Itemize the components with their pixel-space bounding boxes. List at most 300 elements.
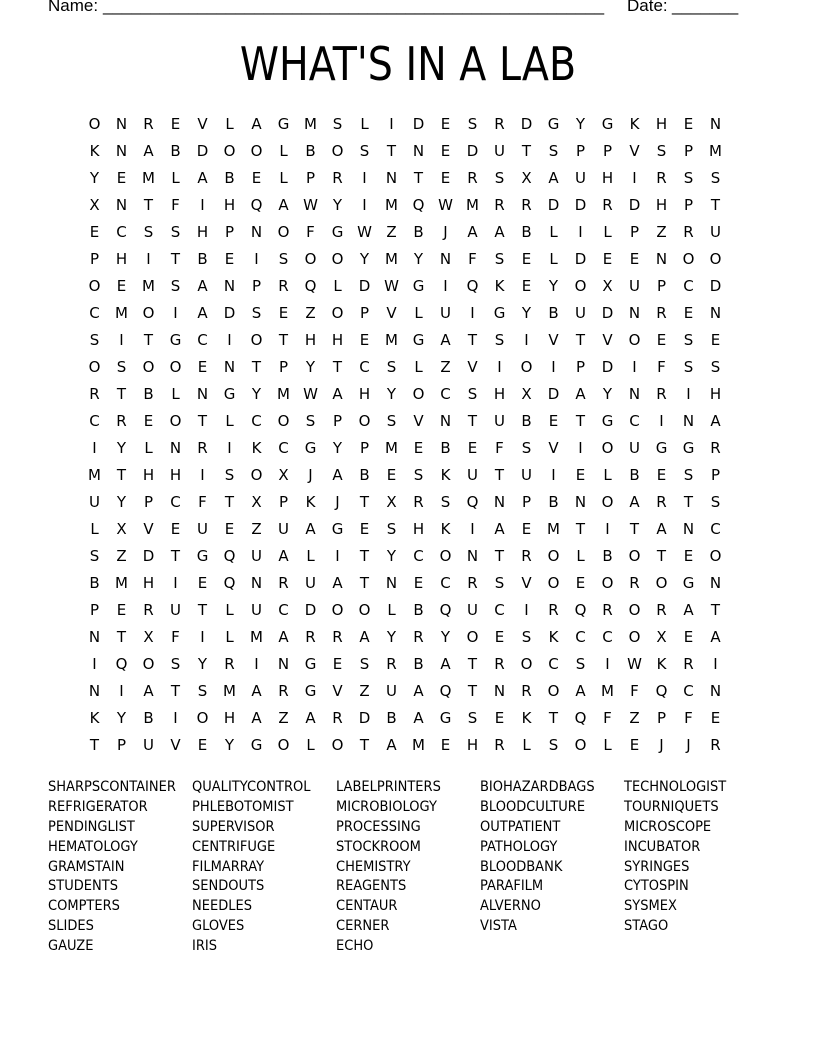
grid-cell[interactable]: L: [333, 277, 342, 295]
grid-cell[interactable]: E: [332, 655, 343, 673]
grid-cell[interactable]: W: [627, 655, 642, 673]
grid-cell[interactable]: M: [385, 196, 398, 214]
grid-cell[interactable]: X: [521, 169, 532, 187]
grid-cell[interactable]: P: [332, 412, 343, 430]
grid-cell[interactable]: T: [359, 736, 370, 754]
grid-cell[interactable]: B: [359, 466, 370, 484]
grid-cell[interactable]: O: [628, 628, 641, 646]
grid-cell[interactable]: O: [655, 574, 668, 592]
grid-cell[interactable]: X: [143, 628, 154, 646]
grid-cell[interactable]: E: [656, 466, 667, 484]
grid-cell[interactable]: U: [251, 601, 262, 619]
grid-cell[interactable]: P: [575, 142, 586, 160]
grid-cell[interactable]: P: [575, 358, 586, 376]
grid-cell[interactable]: F: [306, 223, 315, 241]
grid-cell[interactable]: V: [548, 439, 559, 457]
grid-cell[interactable]: K: [629, 115, 640, 133]
grid-cell[interactable]: E: [656, 331, 667, 349]
grid-cell[interactable]: I: [524, 601, 529, 619]
grid-cell[interactable]: O: [142, 304, 155, 322]
grid-cell[interactable]: M: [304, 115, 317, 133]
grid-cell[interactable]: L: [306, 547, 315, 565]
grid-cell[interactable]: T: [89, 736, 100, 754]
grid-cell[interactable]: A: [494, 223, 505, 241]
grid-cell[interactable]: S: [710, 169, 721, 187]
grid-cell[interactable]: O: [628, 547, 641, 565]
grid-cell[interactable]: D: [358, 709, 371, 727]
grid-cell[interactable]: R: [278, 574, 289, 592]
grid-cell[interactable]: N: [250, 574, 263, 592]
grid-cell[interactable]: X: [602, 277, 613, 295]
grid-cell[interactable]: D: [466, 142, 479, 160]
grid-cell[interactable]: T: [575, 412, 586, 430]
grid-cell[interactable]: O: [439, 547, 452, 565]
grid-cell[interactable]: E: [683, 115, 694, 133]
grid-cell[interactable]: M: [88, 466, 101, 484]
grid-cell[interactable]: N: [223, 358, 236, 376]
grid-cell[interactable]: Y: [575, 115, 586, 133]
grid-cell[interactable]: P: [89, 250, 100, 268]
grid-cell[interactable]: S: [467, 709, 478, 727]
grid-cell[interactable]: S: [305, 412, 316, 430]
grid-cell[interactable]: Y: [116, 439, 127, 457]
grid-cell[interactable]: D: [358, 277, 371, 295]
grid-cell[interactable]: I: [551, 466, 556, 484]
grid-cell[interactable]: T: [197, 601, 208, 619]
grid-cell[interactable]: F: [495, 439, 504, 457]
grid-cell[interactable]: N: [277, 655, 290, 673]
grid-cell[interactable]: A: [332, 385, 343, 403]
grid-cell[interactable]: E: [494, 709, 505, 727]
grid-cell[interactable]: S: [359, 142, 370, 160]
grid-cell[interactable]: V: [467, 358, 478, 376]
grid-cell[interactable]: H: [142, 574, 155, 592]
grid-cell[interactable]: D: [223, 304, 236, 322]
grid-cell[interactable]: P: [683, 142, 694, 160]
grid-cell[interactable]: I: [443, 277, 448, 295]
grid-cell[interactable]: S: [170, 223, 181, 241]
grid-cell[interactable]: G: [493, 304, 506, 322]
grid-cell[interactable]: V: [548, 331, 559, 349]
grid-cell[interactable]: R: [521, 682, 532, 700]
grid-cell[interactable]: K: [494, 277, 505, 295]
grid-cell[interactable]: C: [575, 628, 586, 646]
grid-cell[interactable]: U: [575, 304, 586, 322]
grid-cell[interactable]: X: [386, 493, 397, 511]
grid-cell[interactable]: O: [250, 466, 263, 484]
grid-cell[interactable]: B: [413, 601, 424, 619]
grid-cell[interactable]: O: [547, 547, 560, 565]
grid-cell[interactable]: Y: [89, 169, 100, 187]
grid-cell[interactable]: A: [467, 223, 478, 241]
grid-cell[interactable]: R: [656, 304, 667, 322]
grid-cell[interactable]: O: [304, 250, 317, 268]
grid-cell[interactable]: P: [305, 169, 316, 187]
grid-cell[interactable]: L: [306, 736, 315, 754]
grid-cell[interactable]: X: [278, 466, 289, 484]
grid-cell[interactable]: S: [116, 358, 127, 376]
grid-cell[interactable]: U: [89, 493, 100, 511]
grid-cell[interactable]: R: [467, 169, 478, 187]
grid-cell[interactable]: N: [385, 169, 398, 187]
grid-cell[interactable]: U: [494, 412, 505, 430]
grid-cell[interactable]: A: [197, 277, 208, 295]
grid-cell[interactable]: E: [494, 628, 505, 646]
grid-cell[interactable]: R: [656, 601, 667, 619]
grid-cell[interactable]: O: [331, 736, 344, 754]
grid-cell[interactable]: D: [628, 196, 641, 214]
grid-cell[interactable]: R: [656, 493, 667, 511]
grid-cell[interactable]: O: [331, 142, 344, 160]
grid-cell[interactable]: G: [304, 682, 317, 700]
grid-cell[interactable]: O: [250, 142, 263, 160]
grid-cell[interactable]: L: [549, 250, 558, 268]
grid-cell[interactable]: L: [576, 547, 585, 565]
grid-cell[interactable]: O: [169, 358, 182, 376]
grid-cell[interactable]: M: [115, 304, 128, 322]
grid-cell[interactable]: L: [225, 601, 234, 619]
grid-cell[interactable]: J: [335, 493, 340, 511]
grid-cell[interactable]: N: [709, 115, 722, 133]
grid-cell[interactable]: M: [250, 628, 263, 646]
grid-cell[interactable]: Y: [224, 736, 235, 754]
grid-cell[interactable]: E: [602, 250, 613, 268]
grid-cell[interactable]: F: [630, 682, 639, 700]
grid-cell[interactable]: G: [601, 115, 614, 133]
grid-cell[interactable]: H: [331, 331, 344, 349]
grid-cell[interactable]: O: [412, 385, 425, 403]
grid-cell[interactable]: E: [440, 169, 451, 187]
grid-cell[interactable]: L: [360, 115, 369, 133]
grid-cell[interactable]: S: [494, 169, 505, 187]
grid-cell[interactable]: X: [521, 385, 532, 403]
grid-cell[interactable]: H: [601, 169, 614, 187]
grid-cell[interactable]: G: [304, 655, 317, 673]
grid-cell[interactable]: M: [142, 277, 155, 295]
grid-cell[interactable]: T: [170, 547, 181, 565]
grid-cell[interactable]: P: [710, 466, 721, 484]
grid-cell[interactable]: T: [116, 466, 127, 484]
grid-cell[interactable]: U: [386, 682, 397, 700]
grid-cell[interactable]: C: [251, 412, 262, 430]
grid-cell[interactable]: Q: [574, 709, 587, 727]
grid-cell[interactable]: N: [466, 547, 479, 565]
grid-cell[interactable]: P: [656, 709, 667, 727]
grid-cell[interactable]: C: [602, 628, 613, 646]
grid-cell[interactable]: M: [601, 682, 614, 700]
grid-cell[interactable]: Y: [386, 547, 397, 565]
grid-cell[interactable]: O: [601, 493, 614, 511]
grid-cell[interactable]: S: [170, 277, 181, 295]
grid-cell[interactable]: T: [170, 250, 181, 268]
grid-cell[interactable]: K: [440, 520, 451, 538]
grid-cell[interactable]: S: [386, 358, 397, 376]
grid-cell[interactable]: B: [548, 304, 559, 322]
grid-cell[interactable]: R: [332, 709, 343, 727]
grid-cell[interactable]: G: [331, 223, 344, 241]
grid-cell[interactable]: S: [467, 115, 478, 133]
grid-cell[interactable]: M: [142, 169, 155, 187]
grid-cell[interactable]: R: [332, 628, 343, 646]
grid-cell[interactable]: C: [170, 493, 181, 511]
grid-cell[interactable]: T: [359, 574, 370, 592]
grid-cell[interactable]: C: [683, 682, 694, 700]
grid-cell[interactable]: S: [143, 223, 154, 241]
grid-cell[interactable]: Y: [413, 250, 424, 268]
grid-cell[interactable]: N: [655, 250, 668, 268]
grid-cell[interactable]: O: [574, 277, 587, 295]
grid-cell[interactable]: O: [223, 142, 236, 160]
grid-cell[interactable]: X: [251, 493, 262, 511]
grid-cell[interactable]: A: [413, 682, 424, 700]
grid-cell[interactable]: P: [251, 277, 262, 295]
grid-cell[interactable]: C: [440, 385, 451, 403]
grid-cell[interactable]: Z: [359, 682, 370, 700]
grid-cell[interactable]: R: [548, 601, 559, 619]
grid-cell[interactable]: L: [144, 439, 153, 457]
grid-cell[interactable]: N: [628, 304, 641, 322]
grid-cell[interactable]: M: [466, 196, 479, 214]
grid-cell[interactable]: V: [170, 736, 181, 754]
grid-cell[interactable]: D: [196, 142, 209, 160]
grid-cell[interactable]: A: [251, 682, 262, 700]
grid-cell[interactable]: A: [143, 142, 154, 160]
grid-cell[interactable]: T: [116, 385, 127, 403]
grid-cell[interactable]: Z: [278, 709, 289, 727]
grid-cell[interactable]: T: [116, 628, 127, 646]
grid-cell[interactable]: M: [115, 574, 128, 592]
grid-cell[interactable]: C: [278, 439, 289, 457]
grid-cell[interactable]: R: [386, 655, 397, 673]
grid-cell[interactable]: L: [603, 466, 612, 484]
grid-cell[interactable]: P: [278, 358, 289, 376]
grid-cell[interactable]: E: [710, 709, 721, 727]
grid-cell[interactable]: H: [223, 709, 236, 727]
grid-cell[interactable]: R: [656, 385, 667, 403]
grid-cell[interactable]: U: [467, 466, 478, 484]
grid-cell[interactable]: N: [574, 493, 587, 511]
grid-cell[interactable]: I: [173, 709, 178, 727]
grid-cell[interactable]: I: [200, 628, 205, 646]
grid-cell[interactable]: J: [308, 466, 313, 484]
grid-cell[interactable]: M: [385, 331, 398, 349]
grid-cell[interactable]: B: [413, 655, 424, 673]
grid-cell[interactable]: B: [548, 493, 559, 511]
grid-cell[interactable]: U: [575, 169, 586, 187]
grid-cell[interactable]: T: [467, 412, 478, 430]
grid-cell[interactable]: T: [251, 358, 262, 376]
grid-cell[interactable]: C: [278, 601, 289, 619]
grid-cell[interactable]: T: [683, 493, 694, 511]
grid-cell[interactable]: E: [89, 223, 100, 241]
grid-cell[interactable]: L: [549, 223, 558, 241]
grid-cell[interactable]: S: [467, 385, 478, 403]
grid-cell[interactable]: S: [548, 736, 559, 754]
grid-cell[interactable]: S: [683, 466, 694, 484]
grid-cell[interactable]: E: [278, 304, 289, 322]
grid-cell[interactable]: J: [686, 736, 691, 754]
grid-cell[interactable]: E: [440, 736, 451, 754]
grid-cell[interactable]: E: [683, 628, 694, 646]
grid-cell[interactable]: T: [278, 331, 289, 349]
grid-cell[interactable]: B: [224, 169, 235, 187]
grid-cell[interactable]: T: [710, 601, 721, 619]
grid-cell[interactable]: R: [656, 169, 667, 187]
grid-cell[interactable]: R: [467, 574, 478, 592]
grid-cell[interactable]: I: [686, 385, 691, 403]
grid-cell[interactable]: I: [551, 358, 556, 376]
grid-cell[interactable]: C: [548, 655, 559, 673]
grid-cell[interactable]: U: [710, 223, 721, 241]
name-field[interactable]: _____________________________________________________: [103, 0, 605, 15]
grid-cell[interactable]: R: [521, 196, 532, 214]
grid-cell[interactable]: O: [358, 412, 371, 430]
grid-cell[interactable]: L: [225, 628, 234, 646]
grid-cell[interactable]: B: [143, 385, 154, 403]
grid-cell[interactable]: X: [89, 196, 100, 214]
grid-cell[interactable]: I: [119, 682, 124, 700]
grid-cell[interactable]: D: [574, 250, 587, 268]
grid-cell[interactable]: O: [709, 547, 722, 565]
grid-cell[interactable]: G: [547, 115, 560, 133]
grid-cell[interactable]: R: [629, 574, 640, 592]
grid-cell[interactable]: Z: [629, 709, 640, 727]
grid-cell[interactable]: R: [278, 682, 289, 700]
grid-cell[interactable]: E: [197, 358, 208, 376]
grid-cell[interactable]: T: [494, 466, 505, 484]
grid-cell[interactable]: V: [143, 520, 154, 538]
grid-cell[interactable]: O: [250, 331, 263, 349]
grid-cell[interactable]: N: [196, 385, 209, 403]
grid-cell[interactable]: K: [656, 655, 667, 673]
grid-cell[interactable]: A: [683, 601, 694, 619]
grid-cell[interactable]: I: [92, 439, 97, 457]
grid-cell[interactable]: T: [467, 682, 478, 700]
grid-cell[interactable]: P: [656, 277, 667, 295]
grid-cell[interactable]: S: [710, 493, 721, 511]
grid-cell[interactable]: I: [659, 412, 664, 430]
grid-cell[interactable]: R: [494, 655, 505, 673]
grid-cell[interactable]: R: [683, 655, 694, 673]
grid-cell[interactable]: P: [602, 142, 613, 160]
grid-cell[interactable]: G: [169, 331, 182, 349]
grid-cell[interactable]: R: [332, 169, 343, 187]
grid-cell[interactable]: T: [494, 547, 505, 565]
grid-cell[interactable]: E: [359, 331, 370, 349]
grid-cell[interactable]: E: [116, 601, 127, 619]
grid-cell[interactable]: N: [439, 412, 452, 430]
grid-cell[interactable]: T: [521, 142, 532, 160]
grid-cell[interactable]: T: [197, 412, 208, 430]
grid-cell[interactable]: H: [466, 736, 479, 754]
grid-cell[interactable]: R: [710, 439, 721, 457]
grid-cell[interactable]: H: [358, 385, 371, 403]
grid-cell[interactable]: E: [521, 277, 532, 295]
grid-cell[interactable]: S: [170, 655, 181, 673]
grid-cell[interactable]: A: [575, 682, 586, 700]
grid-cell[interactable]: C: [629, 412, 640, 430]
grid-cell[interactable]: T: [359, 493, 370, 511]
grid-cell[interactable]: H: [196, 223, 209, 241]
grid-cell[interactable]: I: [173, 304, 178, 322]
grid-cell[interactable]: S: [683, 358, 694, 376]
grid-cell[interactable]: I: [632, 169, 637, 187]
grid-cell[interactable]: E: [197, 574, 208, 592]
grid-cell[interactable]: O: [169, 412, 182, 430]
grid-cell[interactable]: A: [656, 520, 667, 538]
grid-cell[interactable]: O: [331, 601, 344, 619]
grid-cell[interactable]: S: [197, 682, 208, 700]
grid-cell[interactable]: K: [251, 439, 262, 457]
grid-cell[interactable]: L: [603, 223, 612, 241]
grid-cell[interactable]: R: [494, 115, 505, 133]
grid-cell[interactable]: Q: [412, 196, 425, 214]
grid-cell[interactable]: O: [277, 223, 290, 241]
grid-cell[interactable]: N: [709, 574, 722, 592]
grid-cell[interactable]: L: [225, 412, 234, 430]
grid-cell[interactable]: O: [142, 358, 155, 376]
grid-cell[interactable]: P: [116, 736, 127, 754]
grid-cell[interactable]: O: [331, 250, 344, 268]
grid-cell[interactable]: N: [682, 520, 695, 538]
grid-cell[interactable]: U: [440, 304, 451, 322]
grid-cell[interactable]: O: [682, 250, 695, 268]
grid-cell[interactable]: S: [683, 331, 694, 349]
grid-cell[interactable]: B: [440, 439, 451, 457]
grid-cell[interactable]: Y: [602, 385, 613, 403]
grid-cell[interactable]: D: [142, 547, 155, 565]
grid-cell[interactable]: H: [142, 466, 155, 484]
grid-cell[interactable]: S: [521, 628, 532, 646]
grid-cell[interactable]: Y: [305, 358, 316, 376]
grid-cell[interactable]: E: [521, 520, 532, 538]
grid-cell[interactable]: U: [494, 142, 505, 160]
grid-cell[interactable]: A: [440, 331, 451, 349]
grid-cell[interactable]: A: [629, 493, 640, 511]
grid-cell[interactable]: Q: [439, 682, 452, 700]
grid-cell[interactable]: S: [494, 250, 505, 268]
grid-cell[interactable]: D: [520, 115, 533, 133]
grid-cell[interactable]: P: [521, 493, 532, 511]
grid-cell[interactable]: M: [412, 736, 425, 754]
grid-cell[interactable]: A: [548, 169, 559, 187]
grid-cell[interactable]: Y: [116, 709, 127, 727]
grid-cell[interactable]: E: [116, 277, 127, 295]
grid-cell[interactable]: D: [547, 196, 560, 214]
date-field[interactable]: _______: [672, 0, 739, 15]
grid-cell[interactable]: M: [385, 250, 398, 268]
grid-cell[interactable]: Y: [332, 439, 343, 457]
grid-cell[interactable]: A: [494, 520, 505, 538]
grid-cell[interactable]: I: [200, 466, 205, 484]
grid-cell[interactable]: C: [683, 277, 694, 295]
grid-cell[interactable]: W: [438, 196, 453, 214]
grid-cell[interactable]: I: [632, 358, 637, 376]
grid-cell[interactable]: O: [520, 655, 533, 673]
grid-cell[interactable]: N: [385, 574, 398, 592]
grid-cell[interactable]: A: [305, 709, 316, 727]
grid-cell[interactable]: A: [413, 709, 424, 727]
grid-cell[interactable]: U: [467, 601, 478, 619]
grid-cell[interactable]: E: [548, 412, 559, 430]
grid-cell[interactable]: G: [682, 574, 695, 592]
grid-cell[interactable]: O: [466, 628, 479, 646]
grid-cell[interactable]: E: [521, 250, 532, 268]
grid-cell[interactable]: N: [115, 196, 128, 214]
grid-cell[interactable]: D: [601, 304, 614, 322]
grid-cell[interactable]: E: [629, 250, 640, 268]
grid-cell[interactable]: B: [170, 142, 181, 160]
